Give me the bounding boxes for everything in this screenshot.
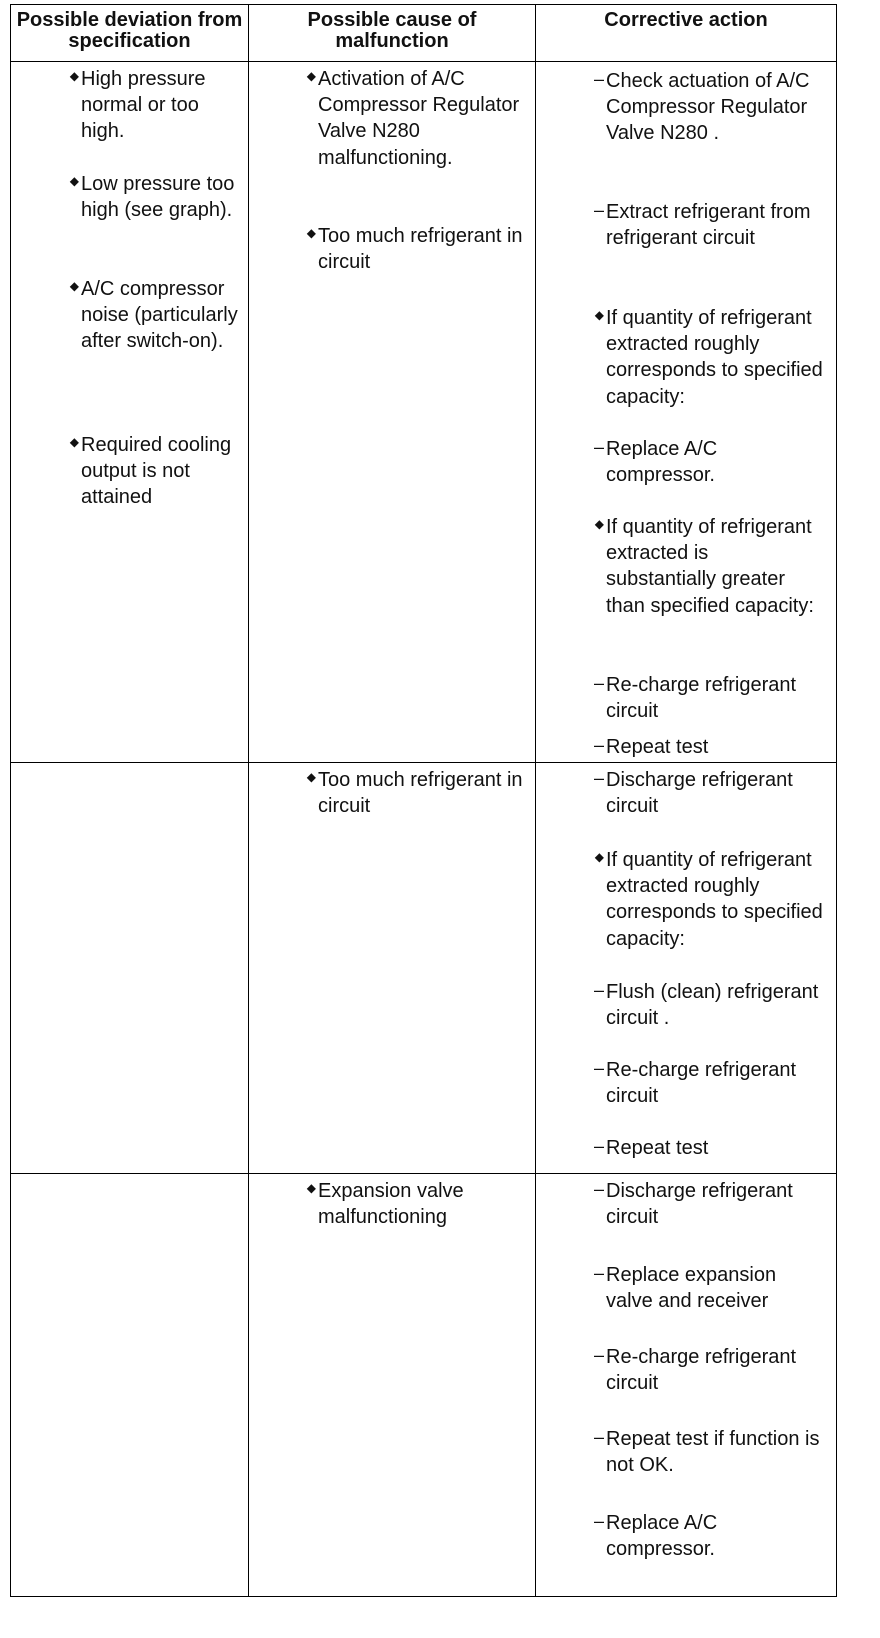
action-text: Discharge refrigerant circuit <box>606 769 793 818</box>
bullet-icon: ◆ <box>306 770 316 784</box>
list-item <box>594 847 831 952</box>
row3-cause-cell <box>248 1173 536 1597</box>
header-cause-text: Possible cause of malfunction <box>307 9 477 52</box>
header-action <box>535 4 837 62</box>
bullet-icon: ◆ <box>69 279 79 293</box>
action-text: Discharge refrigerant circuit <box>606 1180 793 1229</box>
dash-icon: – <box>593 1427 604 1447</box>
dash-icon: – <box>593 1058 604 1078</box>
row3-action-cell <box>535 1173 837 1597</box>
row1-cause-cell <box>248 61 536 763</box>
action-text: Repeat test <box>606 1137 709 1159</box>
list-item <box>306 223 538 275</box>
action-text: Replace A/C compressor. <box>606 438 718 487</box>
cause-text: Too much refrigerant in circuit <box>318 225 523 274</box>
list-item <box>593 1262 821 1314</box>
bullet-icon: ◆ <box>306 69 316 83</box>
bullet-icon: ◆ <box>594 517 604 531</box>
dash-icon: – <box>593 200 604 220</box>
list-item <box>306 1178 528 1230</box>
list-item <box>593 1510 821 1562</box>
action-text: Extract refrigerant from refrigerant circuit <box>606 201 811 250</box>
action-text: If quantity of refrigerant extracted roughly corresponds to specified capacity: <box>606 307 823 408</box>
deviation-text: A/C compressor noise (particularly after switch-on). <box>81 278 238 353</box>
cause-text: Too much refrigerant in circuit <box>318 769 523 818</box>
bullet-icon: ◆ <box>69 174 79 188</box>
deviation-text: High pressure normal or too high. <box>81 68 206 143</box>
dash-icon: – <box>593 1136 604 1156</box>
dash-icon: – <box>593 1179 604 1199</box>
action-text: If quantity of refrigerant extracted roughly corresponds to specified capacity: <box>606 849 823 950</box>
header-deviation <box>10 4 249 62</box>
list-item <box>593 1344 836 1396</box>
dash-icon: – <box>593 1511 604 1531</box>
list-item <box>593 767 836 819</box>
action-text: Repeat test if function is not OK. <box>606 1428 820 1477</box>
row2-deviation-cell <box>10 762 249 1174</box>
action-text: If quantity of refrigerant extracted is substantially greater than specified capacity: <box>606 516 814 617</box>
list-item <box>306 767 538 819</box>
bullet-icon: ◆ <box>594 850 604 864</box>
bullet-icon: ◆ <box>69 69 79 83</box>
dash-icon: – <box>593 673 604 693</box>
row2-action-cell <box>535 762 837 1174</box>
list-item <box>593 1178 836 1230</box>
cause-text: Expansion valve malfunctioning <box>318 1180 464 1229</box>
list-item <box>593 979 821 1031</box>
list-item <box>593 199 821 251</box>
list-item <box>593 1135 821 1161</box>
action-text: Replace A/C compressor. <box>606 1512 718 1561</box>
list-item <box>69 432 241 511</box>
bullet-icon: ◆ <box>594 308 604 322</box>
list-item <box>69 276 251 355</box>
bullet-icon: ◆ <box>306 226 316 240</box>
action-text: Replace expansion valve and receiver <box>606 1264 777 1313</box>
row3-deviation-cell <box>10 1173 249 1597</box>
action-text: Flush (clean) refrigerant circuit . <box>606 981 819 1030</box>
row1-deviation-cell <box>10 61 249 763</box>
header-cause <box>248 4 536 62</box>
list-item <box>69 66 241 145</box>
header-action-text: Corrective action <box>604 9 768 31</box>
action-text: Repeat test <box>606 736 709 758</box>
action-text: Re-charge refrigerant circuit <box>606 1346 797 1395</box>
dash-icon: – <box>593 980 604 1000</box>
bullet-icon: ◆ <box>306 1181 316 1195</box>
list-item <box>306 66 528 171</box>
list-item <box>594 514 821 619</box>
dash-icon: – <box>593 735 604 755</box>
cause-text: Activation of A/C Compressor Regulator Valve N280 malfunctioning. <box>318 68 520 169</box>
deviation-text: Required cooling output is not attained <box>81 434 232 509</box>
action-text: Re-charge refrigerant circuit <box>606 674 797 723</box>
list-item <box>593 1426 821 1478</box>
list-item <box>593 1057 836 1109</box>
dash-icon: – <box>593 768 604 788</box>
bullet-icon: ◆ <box>69 435 79 449</box>
row2-cause-cell <box>248 762 536 1174</box>
list-item <box>593 436 821 488</box>
action-text: Check actuation of A/C Compressor Regulator Valve N280 . <box>606 70 810 145</box>
list-item <box>593 68 821 147</box>
list-item <box>69 171 241 223</box>
action-text: Re-charge refrigerant circuit <box>606 1059 797 1108</box>
dash-icon: – <box>593 1263 604 1283</box>
dash-icon: – <box>593 437 604 457</box>
header-deviation-text: Possible deviation from specification <box>16 9 243 52</box>
list-item <box>593 734 821 760</box>
list-item <box>594 305 831 410</box>
dash-icon: – <box>593 69 604 89</box>
deviation-text: Low pressure too high (see graph). <box>81 173 235 222</box>
dash-icon: – <box>593 1345 604 1365</box>
list-item <box>593 672 836 724</box>
row1-action-cell <box>535 61 837 763</box>
